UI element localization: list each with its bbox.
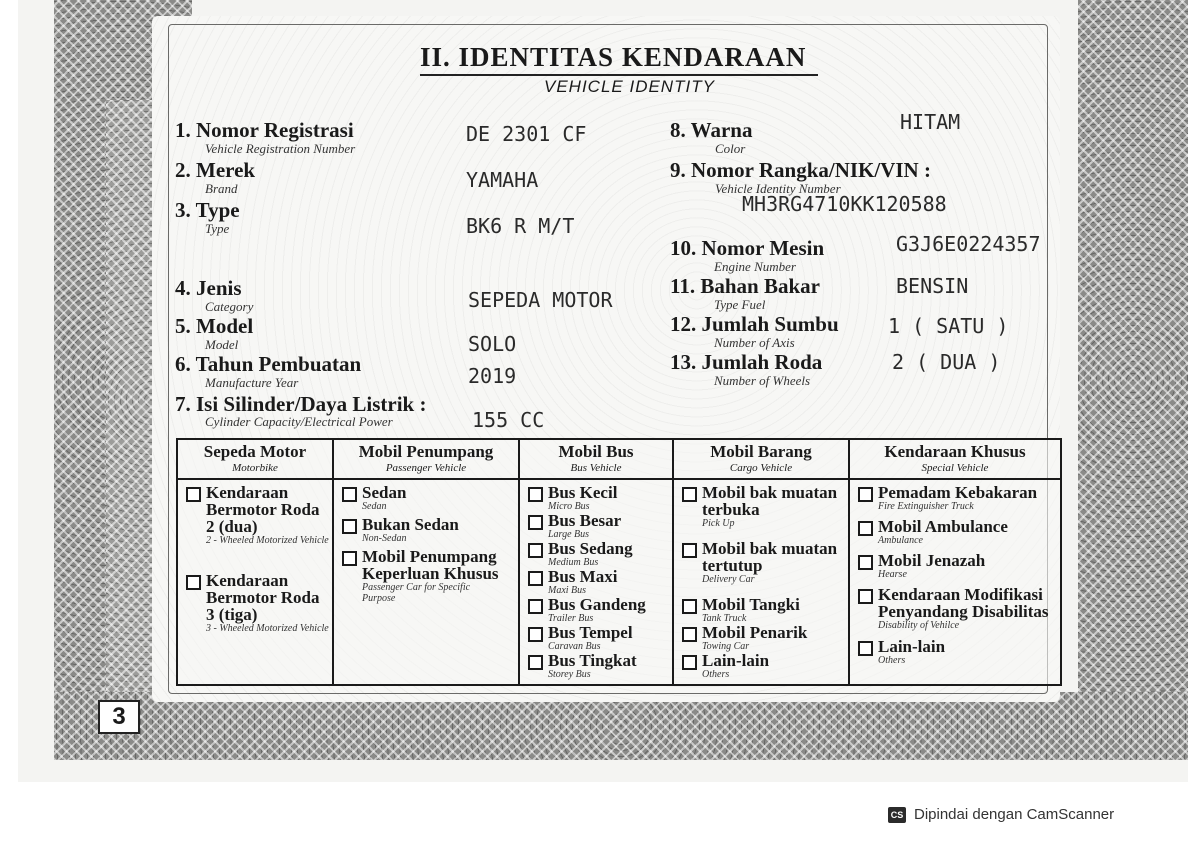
field-8-label: 8. Warna (670, 118, 753, 142)
field-7-sub: Cylinder Capacity/Electrical Power (205, 414, 393, 429)
field-5-label: 5. Model (175, 314, 254, 338)
checkbox-item[interactable]: Bus Maxi Maxi Bus (528, 568, 617, 596)
field-1-value: DE 2301 CF (466, 122, 587, 146)
checkbox-item[interactable]: Mobil Jenazah Hearse (858, 552, 985, 580)
checkbox-item[interactable]: Kendaraan Bermotor Roda 2 (dua) 2 - Wheeled Motorized Vehicle (186, 484, 332, 546)
checkbox[interactable] (528, 571, 543, 586)
checkbox[interactable] (858, 521, 873, 536)
camscanner-logo-icon: CS (888, 807, 906, 823)
field-12-sub: Number of Axis (714, 335, 795, 350)
category-header: Mobil Barang Cargo Vehicle (674, 440, 848, 480)
field-10-label: 10. Nomor Mesin (670, 236, 825, 260)
category-column-cargo (674, 440, 850, 684)
checkbox[interactable] (682, 487, 697, 502)
checkbox[interactable] (528, 543, 543, 558)
vehicle-category-table (176, 438, 1062, 686)
field-5-value: SOLO (468, 332, 517, 356)
category-column-passenger (334, 440, 520, 684)
checkbox[interactable] (682, 655, 697, 670)
checkbox-item[interactable]: Lain-lain Others (682, 652, 769, 680)
field-6-label: 6. Tahun Pembuatan (175, 352, 362, 376)
checkbox[interactable] (528, 599, 543, 614)
field-3-sub: Type (205, 221, 230, 236)
checkbox-item[interactable]: Bukan Sedan Non-Sedan (342, 516, 518, 544)
field-4-value: SEPEDA MOTOR (468, 288, 613, 312)
checkbox-item[interactable]: Kendaraan Modifikasi Penyandang Disabilitas Disability of Vehilce (858, 586, 1058, 631)
checkbox[interactable] (528, 487, 543, 502)
watermark-text: Dipindai dengan CamScanner (914, 806, 1115, 823)
field-4-label: 4. Jenis (175, 276, 242, 300)
field-1-sub: Vehicle Registration Number (205, 141, 356, 156)
page-number: 3 (98, 700, 140, 734)
checkbox-item[interactable]: Lain-lain Others (858, 638, 945, 666)
field-5-sub: Model (205, 337, 239, 352)
field-13-label: 13. Jumlah Roda (670, 350, 823, 374)
guilloche-border-right (1078, 0, 1188, 760)
checkbox[interactable] (342, 551, 357, 566)
category-column-special (850, 440, 1060, 684)
checkbox[interactable] (682, 543, 697, 558)
checkbox-item[interactable]: Mobil Penumpang Keperluan Khusus Passenger Car for Specific Purpose (342, 548, 518, 604)
checkbox-item[interactable]: Bus Sedang Medium Bus (528, 540, 633, 568)
field-3-value: BK6 R M/T (466, 214, 575, 238)
camscanner-watermark (888, 806, 1114, 823)
checkbox-item[interactable]: Mobil Penarik Towing Car (682, 624, 807, 652)
checkbox-item[interactable]: Bus Besar Large Bus (528, 512, 621, 540)
category-header: Kendaraan Khusus Special Vehicle (850, 440, 1060, 480)
field-6-value: 2019 (468, 364, 517, 388)
checkbox[interactable] (342, 487, 357, 502)
checkbox-item[interactable]: Kendaraan Bermotor Roda 3 (tiga) 3 - Wheeled Motorized Vehicle (186, 572, 332, 634)
checkbox[interactable] (528, 627, 543, 642)
field-9-sub: Vehicle Identity Number (715, 181, 841, 196)
checkbox[interactable] (186, 575, 201, 590)
field-1-label: 1. Nomor Registrasi (175, 118, 354, 142)
category-header: Mobil Penumpang Passenger Vehicle (334, 440, 518, 480)
field-9-label: 9. Nomor Rangka/NIK/VIN : (670, 158, 931, 182)
field-8-value: HITAM (900, 110, 961, 134)
checkbox-item[interactable]: Bus Gandeng Trailer Bus (528, 596, 646, 624)
field-13-sub: Number of Wheels (714, 373, 811, 388)
field-11-value: BENSIN (896, 274, 969, 298)
checkbox[interactable] (682, 627, 697, 642)
field-7-value: 155 CC (472, 408, 545, 432)
field-13-value: 2 ( DUA ) (892, 350, 1001, 374)
checkbox[interactable] (342, 519, 357, 534)
field-2-sub: Brand (205, 181, 238, 196)
page-title: II. IDENTITAS KENDARAAN (420, 42, 807, 72)
field-2-label: 2. Merek (175, 158, 256, 182)
checkbox[interactable] (186, 487, 201, 502)
checkbox[interactable] (528, 655, 543, 670)
checkbox[interactable] (682, 599, 697, 614)
checkbox-item[interactable]: Mobil bak muatan tertutup Delivery Car (682, 540, 848, 585)
field-8-sub: Color (715, 141, 746, 156)
field-4-sub: Category (205, 299, 254, 314)
category-header: Sepeda Motor Motorbike (178, 440, 332, 480)
checkbox[interactable] (858, 487, 873, 502)
checkbox-item[interactable]: Sedan Sedan (342, 484, 518, 512)
checkbox[interactable] (528, 515, 543, 530)
field-12-value: 1 ( SATU ) (888, 314, 1009, 338)
checkbox-item[interactable]: Bus Kecil Micro Bus (528, 484, 617, 512)
checkbox-item[interactable]: Mobil Tangki Tank Truck (682, 596, 800, 624)
field-12-label: 12. Jumlah Sumbu (670, 312, 839, 336)
field-7-label: 7. Isi Silinder/Daya Listrik : (175, 392, 427, 416)
field-11-label: 11. Bahan Bakar (670, 274, 820, 298)
category-header: Mobil Bus Bus Vehicle (520, 440, 672, 480)
checkbox[interactable] (858, 641, 873, 656)
field-11-sub: Type Fuel (714, 297, 766, 312)
checkbox-item[interactable]: Mobil bak muatan terbuka Pick Up (682, 484, 848, 529)
guilloche-border-bottom (54, 692, 1188, 760)
checkbox-item[interactable]: Bus Tingkat Storey Bus (528, 652, 637, 680)
field-10-sub: Engine Number (714, 259, 796, 274)
checkbox-item[interactable]: Bus Tempel Caravan Bus (528, 624, 633, 652)
page-subtitle: VEHICLE IDENTITY (544, 77, 715, 96)
checkbox-item[interactable]: Mobil Ambulance Ambulance (858, 518, 1008, 546)
field-3-label: 3. Type (175, 198, 240, 222)
field-6-sub: Manufacture Year (205, 375, 299, 390)
checkbox[interactable] (858, 555, 873, 570)
field-10-value: G3J6E0224357 (896, 232, 1041, 256)
field-9-value: MH3RG4710KK120588 (742, 192, 947, 216)
field-2-value: YAMAHA (466, 168, 539, 192)
category-column-bus (520, 440, 674, 684)
checkbox[interactable] (858, 589, 873, 604)
category-column-motorbike (178, 440, 334, 684)
title-underline (420, 74, 818, 76)
checkbox-item[interactable]: Pemadam Kebakaran Fire Extinguisher Truck (858, 484, 1037, 512)
